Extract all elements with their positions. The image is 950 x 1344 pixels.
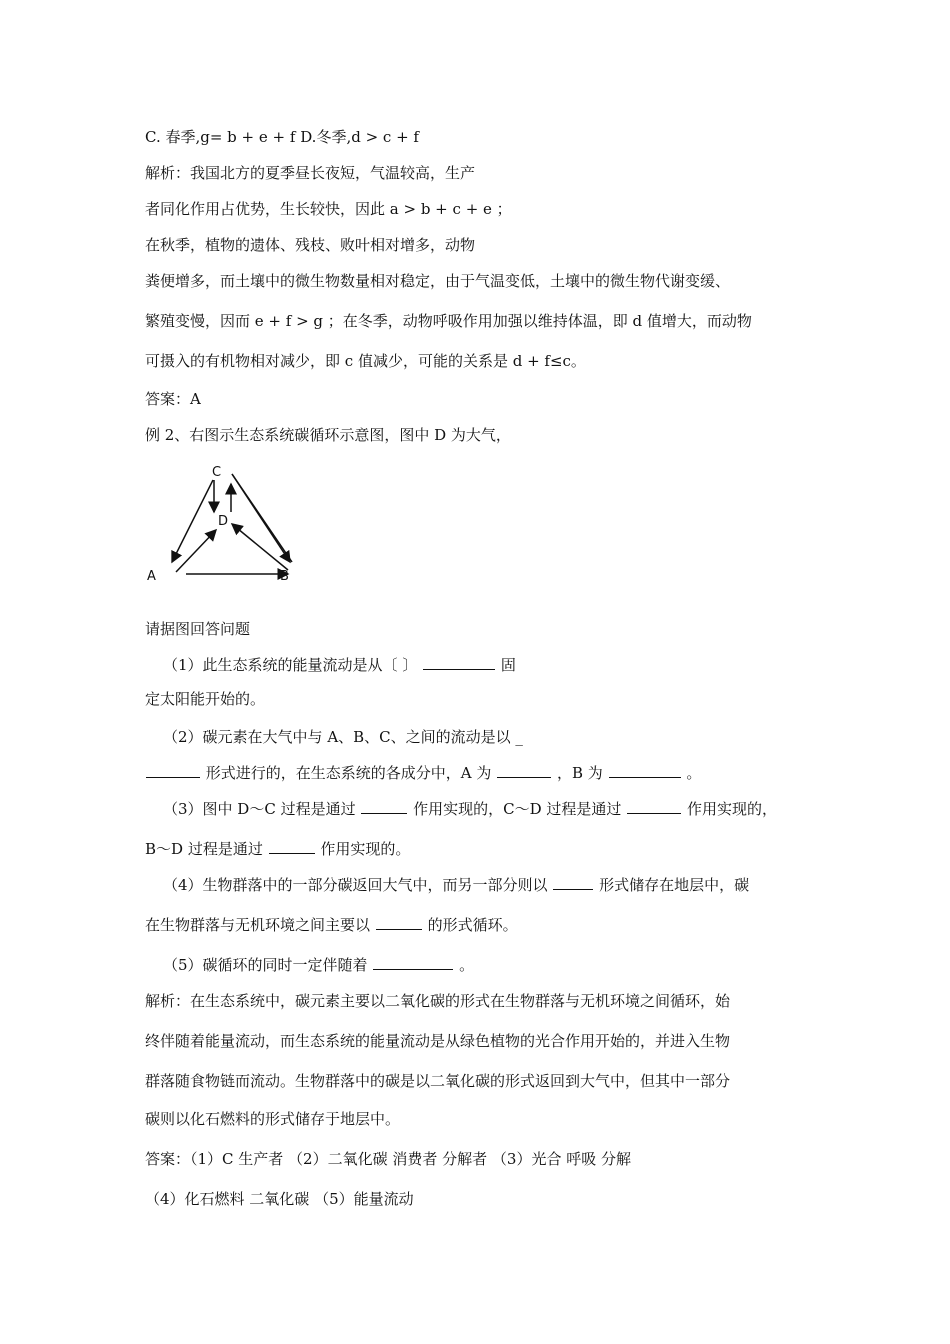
- answer-blank[interactable]: [361, 799, 407, 814]
- question-4: [163, 875, 749, 895]
- question-3-text-a: （3）图中 D～C 过程是通过: [163, 800, 356, 818]
- analysis-line-2: 者同化作用占优势，生长较快，因此 a > b + c + e ；: [145, 200, 512, 218]
- node-d-label: D: [218, 514, 229, 529]
- answer-line-2: 答案：（1）C 生产者 （2）二氧化碳 消费者 分解者 （3）光合 呼吸 分解: [145, 1150, 631, 1168]
- answer-line-1: 答案：A: [145, 390, 201, 408]
- arrow-c-to-a: [172, 480, 213, 562]
- question-5-text-b: 。: [459, 956, 475, 974]
- question-1: [163, 655, 516, 675]
- answer-blank[interactable]: [553, 875, 593, 890]
- question-3-text-b: 作用实现的，C～D 过程是通过: [413, 800, 622, 818]
- question-1-tail: 固: [500, 656, 516, 674]
- answer-blank[interactable]: [146, 763, 200, 778]
- option-line-cd: C. 春季,g= b + e + f D.冬季,d > c + f: [145, 128, 419, 146]
- answer-line-3: （4）化石燃料 二氧化碳 （5）能量流动: [145, 1190, 414, 1208]
- question-2-text-d: 。: [686, 764, 702, 782]
- question-1-continued: 定太阳能开始的。: [145, 690, 266, 708]
- prompt-line: 请据图回答问题: [145, 620, 251, 638]
- explanation-line-1: 解析：在生态系统中，碳元素主要以二氧化碳的形式在生物群落与无机环境之间循环，始: [145, 992, 731, 1010]
- question-4-continued: [145, 915, 518, 935]
- answer-blank[interactable]: [497, 763, 551, 778]
- analysis-line-1: 解析：我国北方的夏季昼长夜短，气温较高，生产: [145, 164, 476, 182]
- analysis-line-4: 粪便增多，而土壤中的微生物数量相对稳定，由于气温变低，土壤中的微生物代谢变缓、: [145, 272, 731, 290]
- explanation-line-2: 终伴随着能量流动，而生态系统的能量流动是从绿色植物的光合作用开始的，并进入生物: [145, 1032, 731, 1050]
- question-1-text: （1）此生态系统的能量流动是从〔 〕: [163, 656, 418, 674]
- answer-blank[interactable]: [269, 839, 315, 854]
- answer-blank[interactable]: [609, 763, 681, 778]
- question-3-continued: [145, 839, 410, 859]
- explanation-line-3: 群落随食物链而流动。生物群落中的碳是以二氧化碳的形式返回到大气中，但其中一部分: [145, 1072, 731, 1090]
- arrow-a-to-d: [176, 530, 216, 572]
- node-c-label: C: [212, 465, 222, 480]
- question-3: [163, 799, 777, 819]
- question-4-text-b: 形式储存在地层中，碳: [599, 876, 750, 894]
- arrow-c-to-b: [232, 474, 290, 562]
- question-4-text-a: （4）生物群落中的一部分碳返回大气中，而另一部分则以: [163, 876, 548, 894]
- question-2-text-b: 形式进行的，在生态系统的各成分中，A 为: [205, 764, 492, 782]
- answer-blank[interactable]: [423, 655, 495, 670]
- question-2-text-c: ，B 为: [556, 764, 603, 782]
- answer-blank[interactable]: [373, 955, 453, 970]
- analysis-line-5: 繁殖变慢，因而 e + f > g ；在冬季，动物呼吸作用加强以维持体温，即 d 值增大，而动物: [145, 312, 752, 330]
- node-a-label: A: [147, 569, 156, 584]
- answer-blank[interactable]: [376, 915, 422, 930]
- question-2-continued: [145, 763, 701, 783]
- question-4-text-c: 在生物群落与无机环境之间主要以: [145, 916, 371, 934]
- explanation-line-4: 碳则以化石燃料的形式储存于地层中。: [145, 1110, 401, 1128]
- carbon-cycle-diagram: [140, 462, 310, 587]
- analysis-line-6: 可摄入的有机物相对减少，即 c 值减少，可能的关系是 d + f≤c。: [145, 352, 586, 370]
- question-3-text-c: 作用实现的，: [687, 800, 778, 818]
- question-5: [163, 955, 474, 975]
- analysis-line-3: 在秋季，植物的遗体、残枝、败叶相对增多，动物: [145, 236, 476, 254]
- answer-blank[interactable]: [627, 799, 681, 814]
- question-3-text-e: 作用实现的。: [320, 840, 411, 858]
- question-5-text-a: （5）碳循环的同时一定伴随着: [163, 956, 368, 974]
- node-b-label: B: [280, 569, 289, 584]
- question-4-text-d: 的形式循环。: [427, 916, 518, 934]
- example-2-title: 例 2、右图示生态系统碳循环示意图，图中 D 为大气，: [145, 426, 511, 444]
- question-2: （2）碳元素在大气中与 A、B、C、之间的流动是以 _: [163, 728, 523, 746]
- question-3-text-d: B～D 过程是通过: [145, 840, 263, 858]
